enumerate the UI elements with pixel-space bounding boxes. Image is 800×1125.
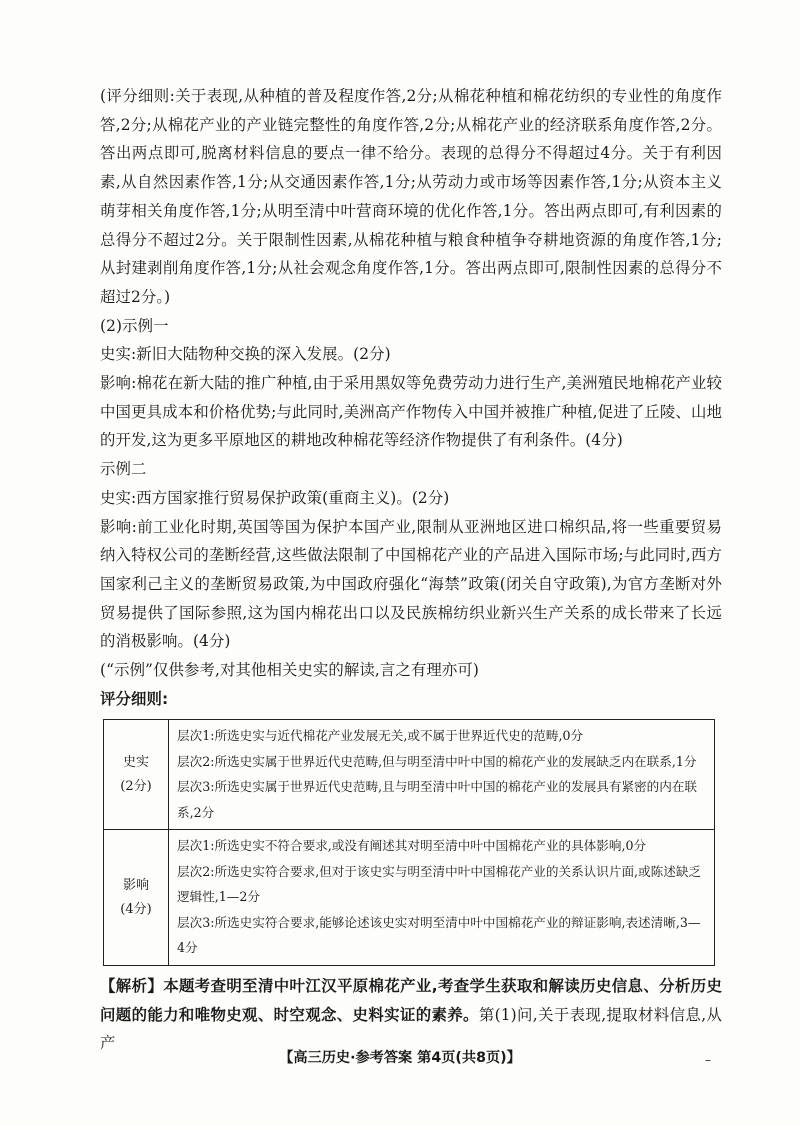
rubric-level: 层次3:所选史实符合要求,能够论述该史实对明至清中叶中国棉花产业的辩证影响,表述清晰,3—4分 xyxy=(177,914,701,956)
rubric-title: 评分细则: xyxy=(100,689,169,708)
example-1-heading: (2)示例一 xyxy=(100,316,169,335)
rubric-level: 层次1:所选史实不符合要求,或没有阐述其对明至清中叶中国棉花产业的具体影响,0分 xyxy=(177,838,647,854)
answer-page xyxy=(100,82,722,1058)
rubric-level: 层次1:所选史实与近代棉花产业发展无关,或不属于世界近代史的范畴,0分 xyxy=(177,728,584,744)
rubric-level: 层次2:所选史实属于世界近代史范畴,但与明至清中叶中国的棉花产业的发展缺乏内在联系,1分 xyxy=(177,753,697,769)
corner-mark: – xyxy=(705,1053,711,1067)
rubric-label: 影响 xyxy=(122,877,149,893)
rubric-table xyxy=(103,719,715,966)
example-1-impact: 影响:棉花在新大陆的推广种植,由于采用黑奴等免费劳动力进行生产,美洲殖民地棉花产业较中国更具成本和价格优势;与此同时,美洲高产作物传入中国并被推广种植,促进了丘陵、山地的开发,这为更多平原地区的耕地改种棉花等经济作物提供了有利条件。(4分) xyxy=(100,374,722,450)
rubric-label: 史实 xyxy=(122,754,149,770)
example-note: (“示例”仅供参考,对其他相关史实的解读,言之有理亦可) xyxy=(100,661,479,680)
rubric-row-header xyxy=(104,720,169,830)
example-2-fact: 史实:西方国家推行贸易保护政策(重商主义)。(2分) xyxy=(100,488,450,507)
example-2-heading: 示例二 xyxy=(100,460,147,479)
rubric-row-fact xyxy=(104,720,715,830)
analysis-paragraph xyxy=(100,972,722,1058)
page-footer: 【高三历史·参考答案 第4页(共8页)】 xyxy=(279,1050,521,1066)
rubric-points: (4分) xyxy=(120,901,152,917)
example-2-impact: 影响:前工业化时期,英国等国为保护本国产业,限制从亚洲地区进口棉织品,将一些重要贸易纳入特权公司的垄断经营,这些做法限制了中国棉花产业的产品进入国际市场;与此同时,西方国家利己主义的垄断贸易政策,为中国政府强化“海禁”政策(闭关自守政策),为官方垄断对外贸易提供了国际参照,这为国内棉花出口以及民族棉纺织业新兴生产关系的成长带来了长远的消极影响。(4分) xyxy=(100,517,722,651)
rubric-row-header xyxy=(104,830,169,966)
rubric-levels xyxy=(169,830,715,966)
rubric-level: 层次3:所选史实属于世界近代史范畴,且与明至清中叶中国的棉花产业的发展具有紧密的内在联系,2分 xyxy=(177,779,698,820)
analysis-text: 第(1)问,关于表现,提取材料信息,从产 xyxy=(100,1005,722,1053)
rubric-row-impact xyxy=(104,830,715,966)
analysis-label: 【解析】 xyxy=(100,976,164,995)
rubric-levels xyxy=(169,720,715,830)
analysis-bold-text: 本题考查明至清中叶江汉平原棉花产业,考查学生获取和解读历史信息、分析历史问题的能力和唯物史观、时空观念、史料实证的素养。 xyxy=(100,976,722,1024)
example-1-fact: 史实:新旧大陆物种交换的深入发展。(2分) xyxy=(100,345,391,364)
rubric-points: (2分) xyxy=(120,778,152,794)
rubric-level: 层次2:所选史实符合要求,但对于该史实与明至清中叶中国棉花产业的关系认识片面,或陈述缺乏逻辑性,1—2分 xyxy=(177,863,702,905)
scoring-rules-paragraph: (评分细则:关于表现,从种植的普及程度作答,2分;从棉花种植和棉花纺织的专业性的角度作答,2分;从棉花产业的产业链完整性的角度作答,2分;从棉花产业的经济联系角度作答,2分。答出两点即可,脱离材料信息的要点一律不给分。表现的总得分不得超过4分。关于有利因素,从自然因素作答,1分;从交通因素作答,1分;从劳动力或市场等因素作答,1分;从资本主义萌芽相关角度作答,1分;从明至清中叶营商环境的优化作答,1分。答出两点即可,有利因素的总得分不超过2分。关于限制性因素,从棉花种植与粮食种植争夺耕地资源的角度作答,1分;从封建剥削角度作答,1分;从社会观念角度作答,1分。答出两点即可,限制性因素的总得分不超过2分。) xyxy=(100,87,722,306)
